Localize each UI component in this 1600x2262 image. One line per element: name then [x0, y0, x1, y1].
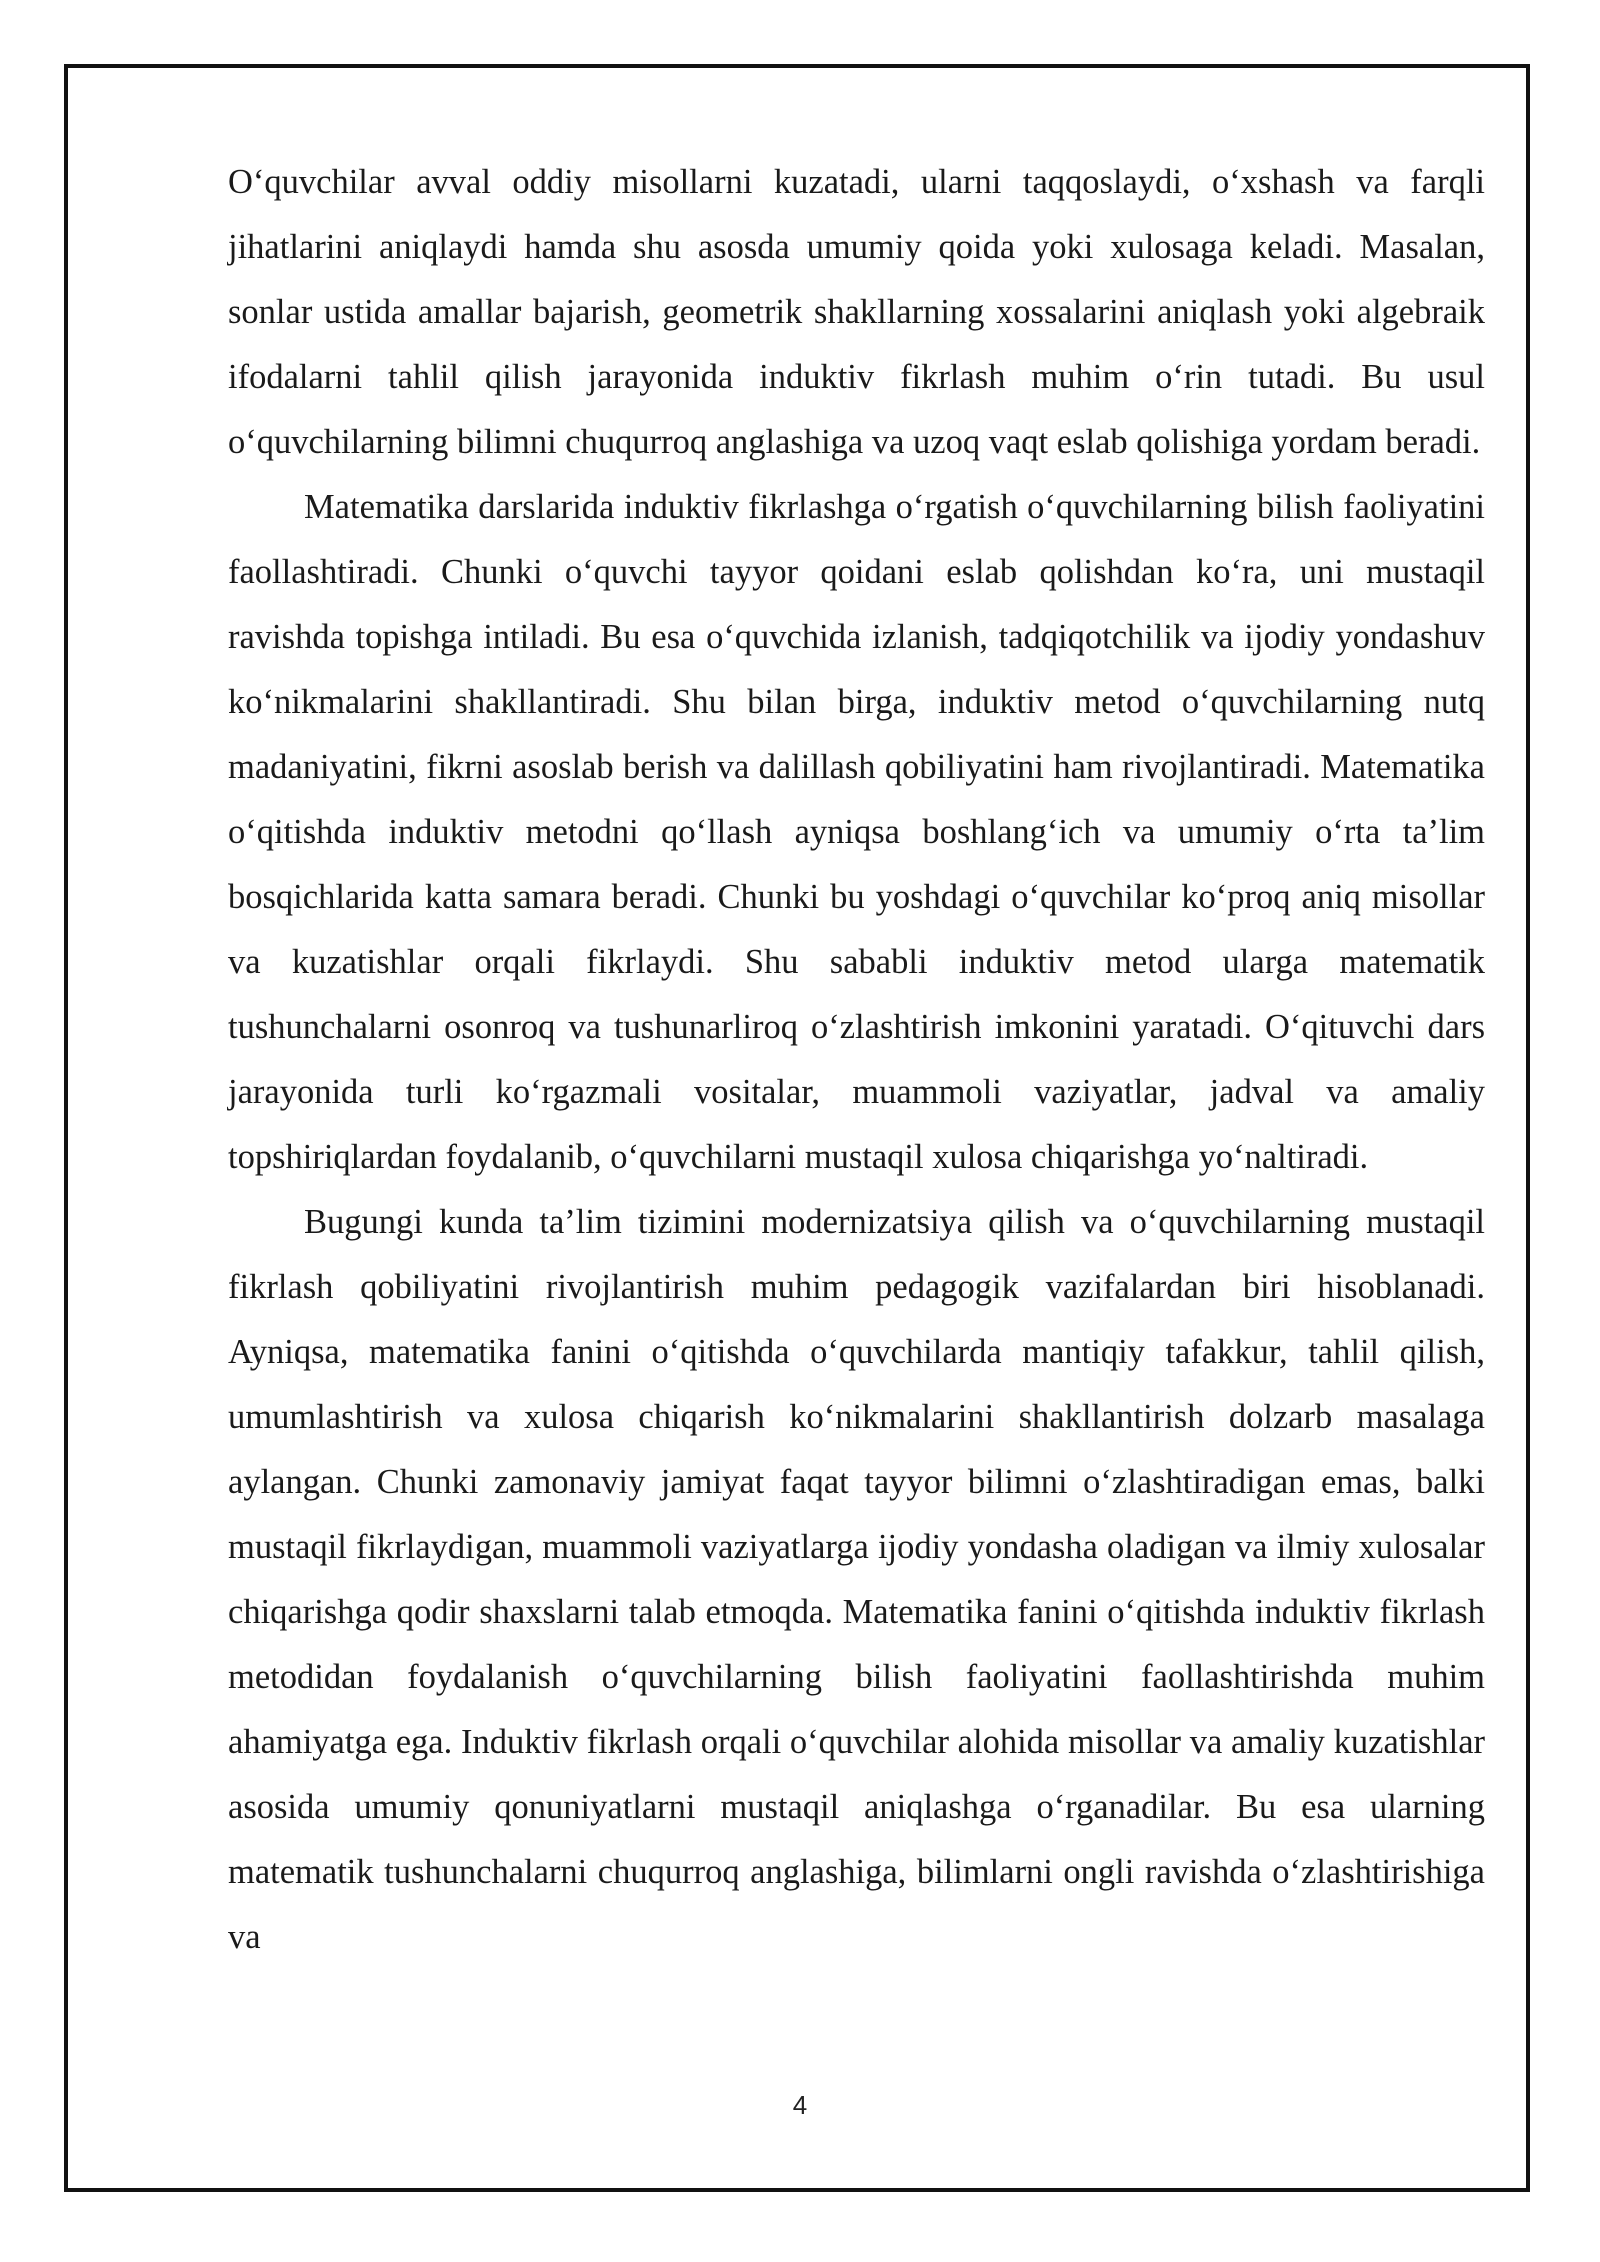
page-number: 4: [792, 2090, 808, 2120]
paragraph: Bugungi kunda ta’lim tizimini modernizatsiya qilish va o‘quvchilarning mustaqil fikrlash qobiliyatini rivojlantirish muhim pedagogik vazifalardan biri hisoblanadi. Ayniqsa, matematika fanini o‘qitishda o‘quvchilarda mantiqiy tafakkur, tahlil qilish, umumlashtirish va xulosa chiqarish ko‘nikmalarini shakllantirish dolzarb masalaga aylangan. Chunki zamonaviy jamiyat faqat tayyor bilimni o‘zlashtiradigan emas, balki mustaqil fikrlaydigan, muammoli vaziyatlarga ijodiy yondasha oladigan va ilmiy xulosalar chiqarishga qodir shaxslarni talab etmoqda. Matematika fanini o‘qitishda induktiv fikrlash metodidan foydalanish o‘quvchilarning bilish faoliyatini faollashtirishda muhim ahamiyatga ega. Induktiv fikrlash orqali o‘quvchilar alohida misollar va amaliy kuzatishlar asosida umumiy qonuniyatlarni mustaqil aniqlashga o‘rganadilar. Bu esa ularning matematik tushunchalarni chuqurroq anglashiga, bilimlarni ongli ravishda o‘zlashtirishiga va: [228, 1203, 1485, 1956]
paragraph: Matematika darslarida induktiv fikrlashga o‘rgatish o‘quvchilarning bilish faoliyatini faollashtiradi. Chunki o‘quvchi tayyor qoidani eslab qolishdan ko‘ra, uni mustaqil ravishda topishga intiladi. Bu esa o‘quvchida izlanish, tadqiqotchilik va ijodiy yondashuv ko‘nikmalarini shakllantiradi. Shu bilan birga, induktiv metod o‘quvchilarning nutq madaniyatini, fikrni asoslab berish va dalillash qobiliyatini ham rivojlantiradi. Matematika o‘qitishda induktiv metodni qo‘llash ayniqsa boshlang‘ich va umumiy o‘rta ta’lim bosqichlarida katta samara beradi. Chunki bu yoshdagi o‘quvchilar ko‘proq aniq misollar va kuzatishlar orqali fikrlaydi. Shu sababli induktiv metod ularga matematik tushunchalarni osonroq va tushunarliroq o‘zlashtirish imkonini yaratadi. O‘qituvchi dars jarayonida turli ko‘rgazmali vositalar, muammoli vaziyatlar, jadval va amaliy topshiriqlardan foydalanib, o‘quvchilarni mustaqil xulosa chiqarishga yo‘naltiradi.: [228, 488, 1485, 1176]
document-body: [228, 150, 1485, 1970]
paragraph-continuation: O‘quvchilar avval oddiy misollarni kuzatadi, ularni taqqoslaydi, o‘xshash va farqli jihatlarini aniqlaydi hamda shu asosda umumiy qoida yoki xulosaga keladi. Masalan, sonlar ustida amallar bajarish, geometrik shakllarning xossalarini aniqlash yoki algebraik ifodalarni tahlil qilish jarayonida induktiv fikrlash muhim o‘rin tutadi. Bu usul o‘quvchilarning bilimni chuqurroq anglashiga va uzoq vaqt eslab qolishiga yordam beradi.: [228, 163, 1485, 461]
